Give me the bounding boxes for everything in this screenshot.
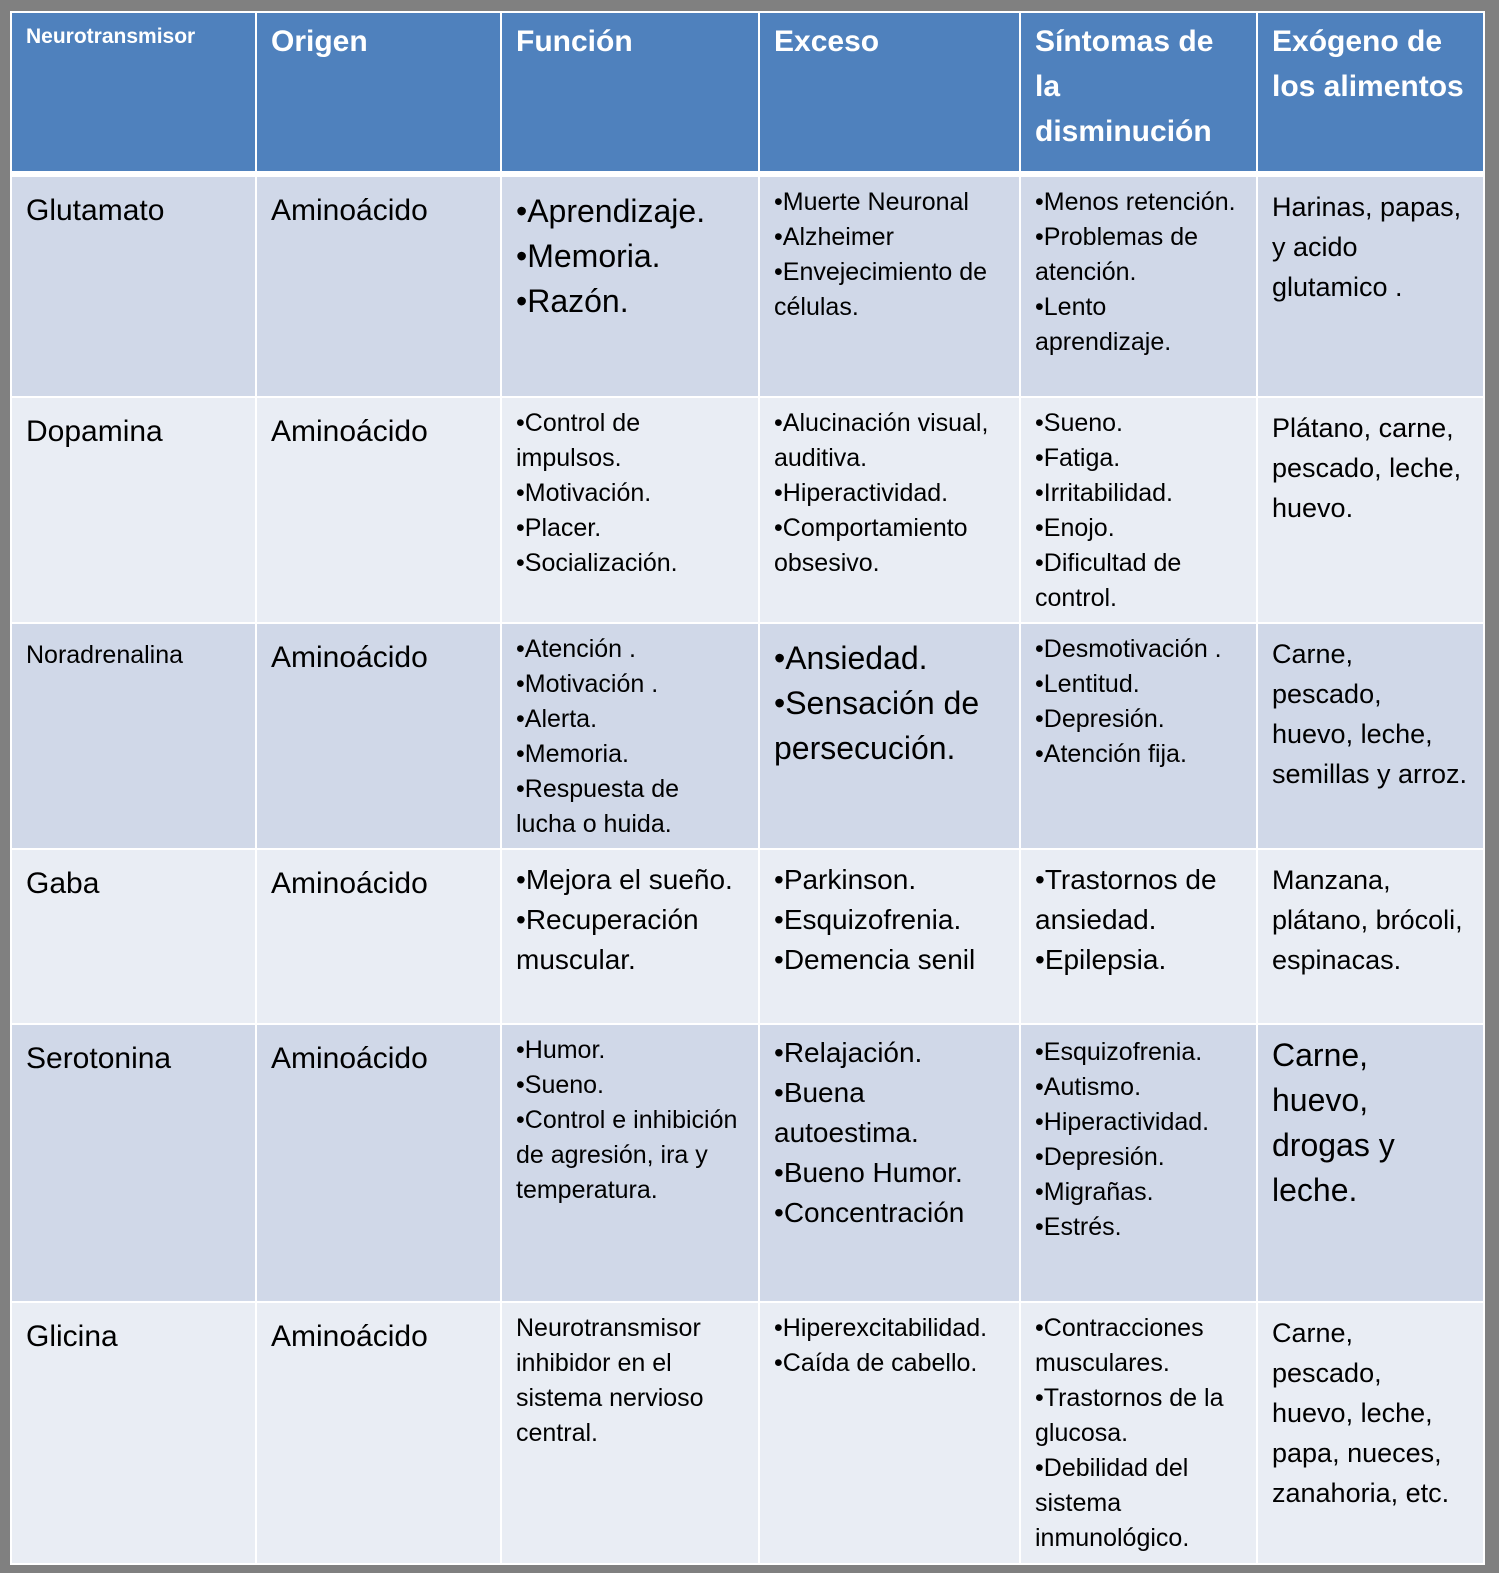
list-item: • Dificultad de control. (1035, 546, 1242, 616)
list-item: • Hiperactividad. (1035, 1105, 1242, 1140)
list-item: • Autismo. (1035, 1070, 1242, 1105)
disminucion-cell (1020, 849, 1257, 1024)
neurotransmitter-name: Noradrenalina (11, 623, 256, 849)
list-item: • Estrés. (1035, 1210, 1242, 1245)
origin-cell: Aminoácido (256, 397, 501, 623)
list-item: • Hiperexcitabilidad. (774, 1311, 1005, 1346)
table-row (11, 623, 1484, 849)
list-item: • Atención . (516, 632, 744, 667)
list-item: • Sueno. (1035, 406, 1242, 441)
disminucion-cell (1020, 1302, 1257, 1564)
list-item: • Aprendizaje. (516, 189, 744, 234)
list-item: • Epilepsia. (1035, 940, 1242, 980)
header-origen: Origen (256, 12, 501, 174)
exceso-cell (759, 1024, 1020, 1302)
header-row (11, 12, 1484, 174)
list-item: • Trastornos de la glucosa. (1035, 1381, 1242, 1451)
list-item: • Placer. (516, 511, 744, 546)
neurotransmitter-table (10, 11, 1485, 1565)
header-sintomas-disminucion: Síntomas de la disminución (1020, 12, 1257, 174)
origin-cell: Aminoácido (256, 1024, 501, 1302)
list-item: • Motivación. (516, 476, 744, 511)
list-item: • Enojo. (1035, 511, 1242, 546)
list-item: • Respuesta de lucha o huida. (516, 772, 744, 842)
neurotransmitter-name: Dopamina (11, 397, 256, 623)
list-item: • Control e inhibición de agresión, ira y temperatura. (516, 1103, 744, 1208)
header-exceso: Exceso (759, 12, 1020, 174)
list-item: • Hiperactividad. (774, 476, 1005, 511)
disminucion-cell (1020, 174, 1257, 397)
list-item: • Desmotivación . (1035, 632, 1242, 667)
exceso-cell (759, 623, 1020, 849)
header-neurotransmisor: Neurotransmisor (11, 12, 256, 174)
list-item: • Demencia senil (774, 940, 1005, 980)
list-item: • Muerte Neuronal (774, 185, 1005, 220)
list-item: • Irritabilidad. (1035, 476, 1242, 511)
list-item: • Envejecimiento de células. (774, 255, 1005, 325)
list-item: • Trastornos de ansiedad. (1035, 860, 1242, 940)
exceso-cell (759, 397, 1020, 623)
alimentos-cell: Harinas, papas, y acido glutamico . (1257, 174, 1484, 397)
list-item: • Fatiga. (1035, 441, 1242, 476)
list-item: • Debilidad del sistema inmunológico. (1035, 1451, 1242, 1556)
list-item: • Memoria. (516, 234, 744, 279)
list-item: • Mejora el sueño. (516, 860, 744, 900)
list-item: • Sensación de persecución. (774, 681, 1005, 771)
list-item: • Problemas de atención. (1035, 220, 1242, 290)
list-item: • Caída de cabello. (774, 1346, 1005, 1381)
list-item: • Contracciones musculares. (1035, 1311, 1242, 1381)
list-item: • Depresión. (1035, 702, 1242, 737)
list-item: • Ansiedad. (774, 636, 1005, 681)
table-row (11, 174, 1484, 397)
list-item: • Humor. (516, 1033, 744, 1068)
list-item: • Lento aprendizaje. (1035, 290, 1242, 360)
list-item: • Depresión. (1035, 1140, 1242, 1175)
disminucion-cell (1020, 1024, 1257, 1302)
origin-cell: Aminoácido (256, 174, 501, 397)
neurotransmitter-name: Glutamato (11, 174, 256, 397)
list-item: • Alzheimer (774, 220, 1005, 255)
alimentos-cell: Carne, pescado, huevo, leche, semillas y arroz. (1257, 623, 1484, 849)
list-item: • Alerta. (516, 702, 744, 737)
exceso-cell (759, 174, 1020, 397)
neurotransmitter-name: Serotonina (11, 1024, 256, 1302)
alimentos-cell: Plátano, carne, pescado, leche, huevo. (1257, 397, 1484, 623)
origin-cell: Aminoácido (256, 849, 501, 1024)
list-item: • Razón. (516, 279, 744, 324)
list-item: • Esquizofrenia. (774, 900, 1005, 940)
neurotransmitter-name: Gaba (11, 849, 256, 1024)
funcion-cell (501, 1024, 759, 1302)
table-row (11, 1302, 1484, 1564)
list-item: • Concentración (774, 1193, 1005, 1233)
neurotransmitter-name: Glicina (11, 1302, 256, 1564)
table-row (11, 397, 1484, 623)
list-item: • Migrañas. (1035, 1175, 1242, 1210)
funcion-cell (501, 623, 759, 849)
list-item: • Control de impulsos. (516, 406, 744, 476)
funcion-cell (501, 849, 759, 1024)
list-item: • Relajación. (774, 1033, 1005, 1073)
list-item: • Recuperación muscular. (516, 900, 744, 980)
exceso-cell (759, 849, 1020, 1024)
list-item: • Alucinación visual, auditiva. (774, 406, 1005, 476)
header-exogeno-alimentos: Exógeno de los alimentos (1257, 12, 1484, 174)
disminucion-cell (1020, 397, 1257, 623)
alimentos-cell: Carne, pescado, huevo, leche, papa, nueces, zanahoria, etc. (1257, 1302, 1484, 1564)
funcion-cell: Neurotransmisor inhibidor en el sistema nervioso central. (501, 1302, 759, 1564)
table-row (11, 1024, 1484, 1302)
disminucion-cell (1020, 623, 1257, 849)
list-item: • Socialización. (516, 546, 744, 581)
list-item: • Memoria. (516, 737, 744, 772)
funcion-cell (501, 174, 759, 397)
list-item: • Comportamiento obsesivo. (774, 511, 1005, 581)
origin-cell: Aminoácido (256, 1302, 501, 1564)
header-funcion: Función (501, 12, 759, 174)
list-item: • Parkinson. (774, 860, 1005, 900)
alimentos-cell: Carne, huevo, drogas y leche. (1257, 1024, 1484, 1302)
list-item: • Buena autoestima. (774, 1073, 1005, 1153)
exceso-cell (759, 1302, 1020, 1564)
list-item: • Menos retención. (1035, 185, 1242, 220)
list-item: • Esquizofrenia. (1035, 1035, 1242, 1070)
list-item: • Motivación . (516, 667, 744, 702)
origin-cell: Aminoácido (256, 623, 501, 849)
table-row (11, 849, 1484, 1024)
list-item: • Bueno Humor. (774, 1153, 1005, 1193)
alimentos-cell: Manzana, plátano, brócoli, espinacas. (1257, 849, 1484, 1024)
list-item: • Sueno. (516, 1068, 744, 1103)
list-item: • Atención fija. (1035, 737, 1242, 772)
funcion-cell (501, 397, 759, 623)
list-item: • Lentitud. (1035, 667, 1242, 702)
